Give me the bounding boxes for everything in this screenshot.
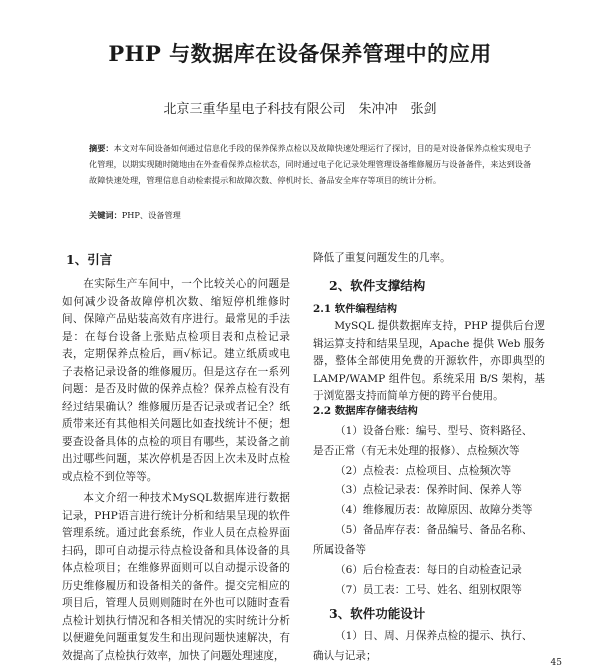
section-heading-functions: 3、软件功能设计 — [329, 606, 426, 621]
continued-text: 降低了重复问题发生的几率。 — [313, 252, 451, 264]
list-item: 确认与记录； — [313, 650, 377, 662]
intro-paragraph-1: 在实际生产车间中，一个比较关心的问题是如何减少设备故障停机次数、缩短停机维修时间、保障产品贴装高效有序进行。最常见的手法是：在每台设备上张贴点检项目表和点检记录表，定期保养点检后，画√标记。建立纸质或电子表格记录设备的维修履历。但是这存在一系列问题：是否及时做的保养点检？保养点检有没有经过结果确认？维修履历是否记录或者记全？纸质带来还有其他相关问题比如查找统计不便；想要查设备具体的点检的项目有哪些，某设备之前出过哪些问题，某次停机是否因上次未及时点检或点检不到位等等。 — [62, 278, 290, 483]
list-item: （2）点检表：点检项目、点检频次等 — [335, 465, 512, 477]
list-item: （1）日、周、月保养点检的提示、执行、 — [335, 630, 533, 642]
paper-title: PHP 与数据库在设备保养管理中的应用 — [108, 41, 492, 66]
paper-authors: 北京三重华星电子科技有限公司 朱冲冲 张剑 — [163, 102, 437, 117]
architecture-paragraph: MySQL 提供数据库支持，PHP 提供后台逻辑运算支持和结果呈现，Apache 提供 Web 服务器，整体全部使用免费的开源软件，亦即典型的LAMP/WAMP 组件包。系统采用 B/S 架构，基于浏览器支持而简单方便的跨平台使用。 — [313, 320, 545, 402]
keywords — [89, 210, 539, 221]
intro-paragraph-2: 本文介绍一种技术MySQL数据库进行数据记录，PHP语言进行统计分析和结果呈现的软件管理系统。通过此套系统，作业人员在点检界面扫码，即可自动提示待点检设备和具体设备的具体点检项目；在维修界面则可以自动提示设备的历史维修履历和设备相关的备件。提交完相应的项目后，管理人员则则随时在外也可以随时查看点检计划执行情况和各相关情况的实时统计分析以便避免问题重复发生和出现问题快速解决，有效提高了点检执行效率，加快了问题处理速度， — [62, 492, 290, 662]
abstract-text: 本文对车间设备如何通过信息化手段的保养保养点检以及故障快速处理运行了探讨，目的是对设备保养点检实现电子化管理，以期实现随时随地由在外查看保养点检状态，同时通过电子化记录处理管理设备维修履历与设备备件，来达到设备故障快速处理，管理信息自动检索提示和故障次数、停机时长、备品安全库存等项目的统计分析。 — [89, 143, 532, 185]
list-item: （6）后台检查表：每日的自动检查记录 — [335, 564, 522, 576]
section-heading-architecture: 2、软件支撑结构 — [329, 278, 426, 293]
page-number: 45 — [550, 658, 562, 668]
abstract-label: 摘要： — [89, 143, 114, 153]
subsection-heading-programming: 2.1 软件编程结构 — [313, 303, 398, 315]
list-item: 所属设备等 — [313, 544, 366, 556]
list-item: 是否正常（有无未处理的报修）、点检频次等 — [313, 445, 520, 457]
subsection-heading-tables: 2.2 数据库存储表结构 — [313, 405, 418, 417]
list-item: （7）员工表：工号、姓名、组别权限等 — [335, 584, 522, 596]
list-item: （5）备品库存表：备品编号、备品名称、 — [335, 524, 533, 536]
list-item: （4）维修履历表：故障原因、故障分类等 — [335, 504, 533, 516]
list-item: （1）设备台账：编号、型号、资料路径、 — [335, 425, 533, 437]
list-item: （3）点检记录表：保养时间、保养人等 — [335, 484, 522, 496]
abstract — [89, 140, 539, 188]
keywords-text: PHP、设备管理 — [121, 210, 181, 220]
section-heading-intro: 1、引言 — [66, 252, 113, 267]
keywords-label: 关键词： — [89, 210, 122, 220]
